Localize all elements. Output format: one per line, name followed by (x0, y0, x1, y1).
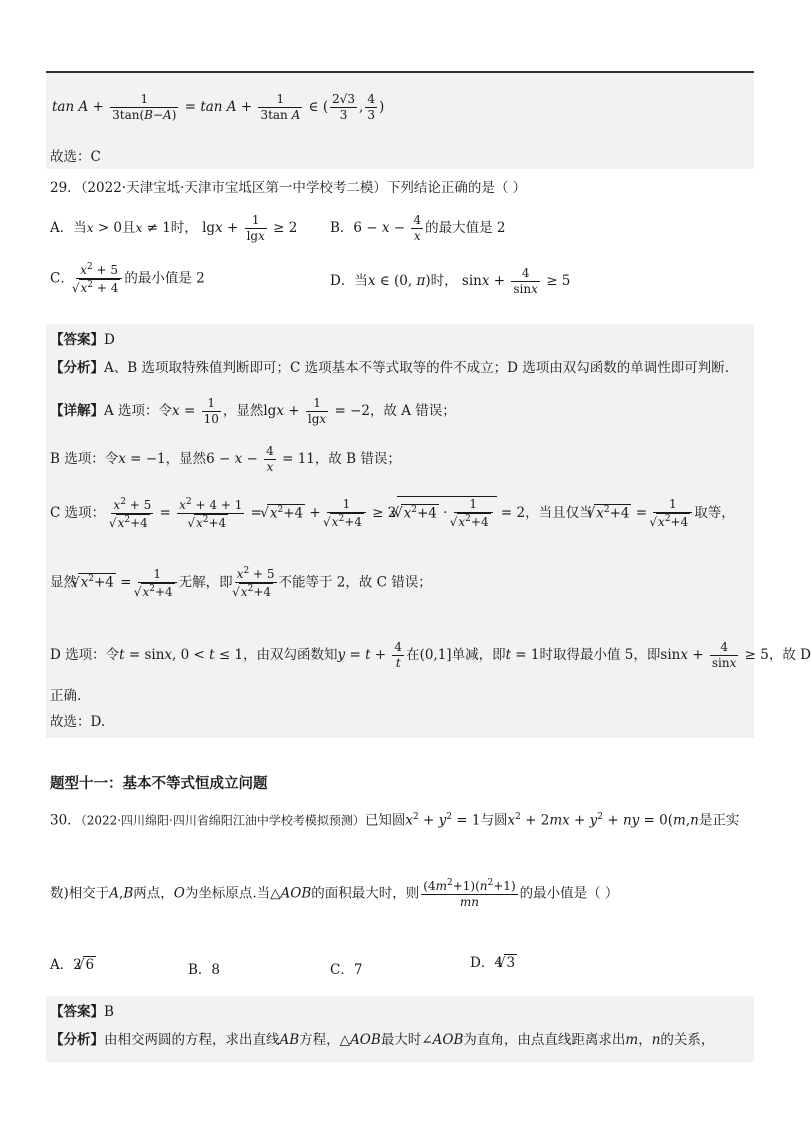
q29-detail-d-end: 正确. (50, 688, 82, 704)
q30-stem-2: 数)相交于A,B两点，O为坐标原点.当△AOB的面积最大时，则 $\frac{(4m^2+1)(n^2+1)}{mn}$ 的最小值是（ ） (50, 878, 619, 909)
q30-answer: 【答案】B (50, 1004, 114, 1020)
q29-detail-d: D 选项：令t = sinx, 0 < t ≤ 1，由双勾函数知y = t + $\frac{4}{t}$ 在(0,1]单减，即t = 1时取得最小值 5，即sinx + $\frac{4}{\sin x}$ ≥ 5，故 D (50, 640, 811, 670)
q29-detail-c: C 选项： $x^2 + 5$ √ $x^2+4$ = $x^2 + 4 + 1$ √ $x^2+4$ = √ $x^2+4$ + 1 √ $x^2+4$ ≥ 2√ √ $x^2+4$ · 1 √ $x^2+4$ = 2，当且仅当√ $x^2+4$ = 1 √ $x^2+4$ 取等， (50, 496, 735, 531)
q29-option-b: B．6 − x − $\frac{4}{x}$ 的最大值是 2 (330, 213, 506, 243)
q29-answer: 【答案】D (50, 332, 115, 348)
q30-stem: 30．（2022·四川绵阳·四川省绵阳江油中学校考模拟预测）已知圆$x^2 + y^2 = 1$与圆$x^2 + 2mx + y^2$ + ny = 0(m,n是正实 (50, 812, 740, 829)
top-formula: tan A + $\frac{1}{3\tan(B-A)}$ = tan A + $\frac{1}{\text{3tan A}}$ ∈ ( $\frac{2√3}{3}$ , $\frac{4}{3}$ ) (52, 92, 385, 122)
q30-option-c: C．7 (330, 962, 363, 978)
q29-option-c: C． $x^2 + 5$ √ $x^2 + 4$ 的最小值是 2 (50, 262, 205, 296)
q29-analysis: 【分析】A、B 选项取特殊值判断即可；C 选项基本不等式取等的件不成立；D 选项由双勾函数的单调性即可判断. (50, 360, 729, 376)
q29-choose: 故选：D. (50, 714, 106, 730)
q29-option-a: A．当x > 0且x ≠ 1时， lgx + $\frac{1}{\lg x}$ ≥ 2 (50, 213, 298, 243)
answer-block-q29 (46, 324, 754, 738)
q29-option-d: D．当x ∈ (0, π)时， sinx + $\frac{4}{\sin x}$ ≥ 5 (330, 266, 571, 296)
section-title: 题型十一：基本不等式恒成立问题 (50, 775, 268, 792)
top-answer-line: 故选：C (50, 149, 101, 165)
q29-detail-b: B 选项：令x = −1，显然6 − x − $\frac{4}{x}$ = 11，故 B 错误； (50, 444, 401, 474)
answer-block-q30 (46, 996, 754, 1062)
q30-analysis: 【分析】由相交两圆的方程，求出直线AB方程，△AOB最大时∠AOB为直角，由点直线距离求出m，n的关系， (50, 1032, 715, 1048)
q30-option-a: A．2√ 6 (50, 956, 96, 973)
q30-option-d: D．4√ 3 (470, 954, 517, 971)
q30-option-b: B．8 (188, 962, 221, 978)
q29-detail-a: 【详解】A 选项：令x = $\frac{1}{10}$ ，显然lgx + $\frac{1}{\lg x}$ = −2，故 A 错误； (50, 396, 456, 426)
q29-detail-c2: 显然√ $x^2+4$ = 1 √ $x^2+4$ 无解，即 $x^2 + 5$ √ $x^2+4$ 不能等于 2，故 C 错误； (50, 566, 432, 600)
q29-stem: 29．（2022·天津宝坻·天津市宝坻区第一中学校考二模）下列结论正确的是（ ） (50, 180, 527, 196)
